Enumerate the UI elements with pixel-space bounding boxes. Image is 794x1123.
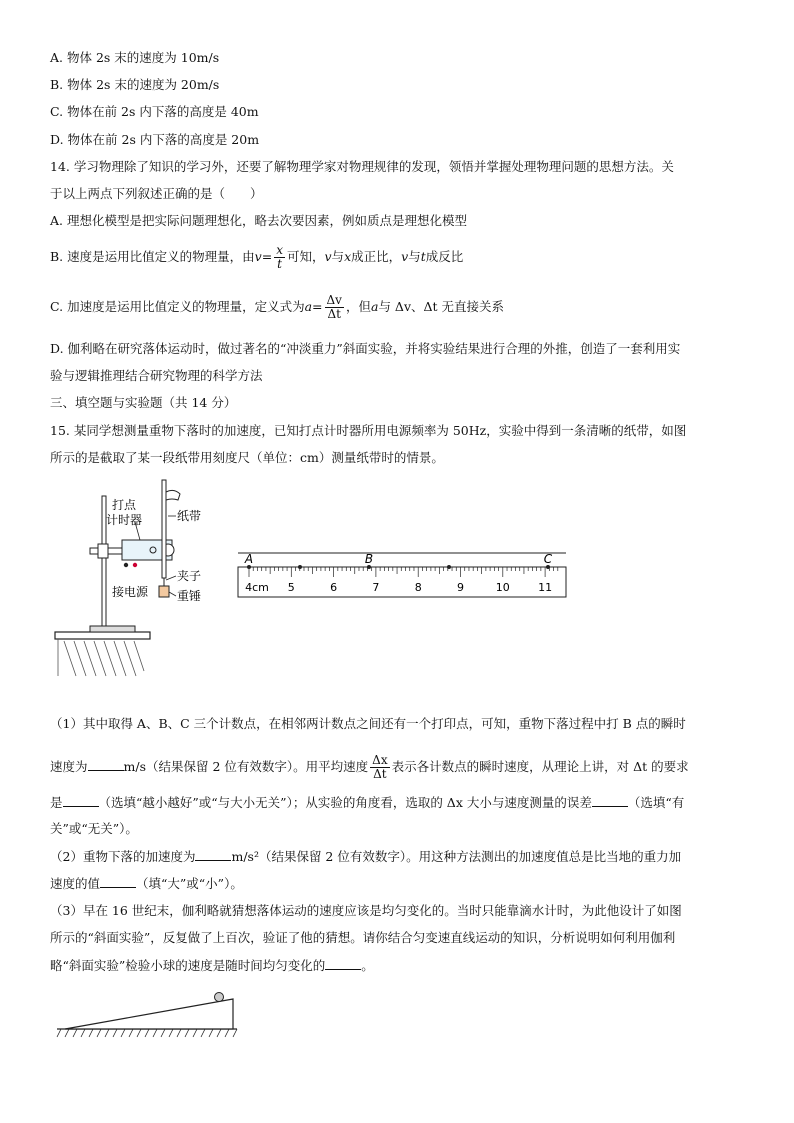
q14-b-var-v2: v	[324, 249, 332, 264]
q14-b-var-v: v	[254, 249, 262, 264]
q15-part1-line4: 关”或“无关”）。	[50, 821, 138, 836]
q14-b-mid1: 可知，	[286, 249, 325, 264]
q14-b-var-t: t	[420, 249, 426, 264]
q15-part3-line3	[50, 957, 374, 974]
tape-dot	[298, 565, 302, 569]
q15-part1-line3	[50, 794, 684, 811]
falling-weight-apparatus-figure	[50, 476, 245, 681]
q14-option-b-pre: B. 速度是运用比值定义的物理量，由	[50, 249, 255, 264]
ruler-tape-figure	[236, 545, 570, 601]
answer-blank-incline[interactable]	[325, 957, 361, 970]
q15-p1-l3-pre: 是	[50, 795, 63, 810]
ruler-tick-label: 5	[287, 581, 295, 594]
stand-base	[90, 626, 135, 632]
label-weight: 重锤	[177, 589, 202, 603]
clamp-boss	[98, 544, 108, 558]
q15-part3-line2: 所示的“斜面实验”，反复做了上百次，验证了他的猜想。请你结合匀变速直线运动的知识，分析说明如何利用伽利	[50, 930, 676, 945]
weight-block	[159, 586, 169, 597]
q13-option-c: C. 物体在前 2s 内下落的高度是 40m	[50, 104, 259, 119]
answer-blank-accel[interactable]	[195, 848, 231, 861]
q14-option-b	[50, 244, 463, 271]
ruler-tick-label: 9	[457, 581, 464, 594]
counting-point-label: A	[244, 552, 254, 566]
answer-blank-compare[interactable]	[100, 875, 136, 888]
ruler-tick-label: 7	[372, 581, 380, 594]
q15-stem-line1: 15. 某同学想测量重物下落时的加速度，已知打点计时器所用电源频率为 50Hz，实验中得到一条清晰的纸带，如图	[50, 423, 687, 438]
weight-pointer	[169, 592, 176, 596]
desk-hatching	[58, 639, 144, 676]
q13-option-d: D. 物体在前 2s 内下落的高度是 20m	[50, 132, 260, 147]
q15-frac-denominator: Δt	[373, 767, 387, 781]
q14-stem-line2: 于以上两点下列叙述正确的是（ ）	[50, 186, 263, 201]
q14-option-c	[50, 294, 504, 321]
q15-part2-line2	[50, 875, 243, 892]
q14-c-var-a: a	[304, 299, 313, 314]
q15-p1-l2-post: 表示各计数点的瞬时速度，从理论上讲，对 Δt 的要求	[391, 759, 689, 774]
q14-c-fraction	[325, 294, 344, 321]
q14-b-var-x: x	[344, 249, 352, 264]
q14-option-c-pre: C. 加速度是运用比值定义的物理量，定义式为	[50, 299, 305, 314]
q13-option-a: A. 物体 2s 末的速度为 10m/s	[50, 50, 220, 65]
q14-b-post: 成反比	[425, 249, 464, 264]
q15-avg-velocity-fraction	[370, 754, 389, 781]
counting-point-label: C	[543, 552, 553, 566]
q14-c-eq: =	[312, 299, 323, 314]
q15-p3-l3-post: 。	[361, 958, 374, 973]
q14-c-post: 与 Δv、Δt 无直接关系	[378, 299, 505, 314]
label-tape: 纸带	[177, 509, 202, 523]
label-timer-2: 计时器	[106, 513, 143, 527]
q14-option-d-line2: 验与逻辑推理结合研究物理的科学方法	[50, 368, 263, 383]
q14-b-mid3: 成正比，	[351, 249, 402, 264]
q15-p2-l1-pre: （2）重物下落的加速度为	[50, 849, 196, 864]
q15-part1-line2	[50, 754, 689, 781]
q14-b-denominator: t	[277, 257, 282, 271]
q14-b-mid4: 与	[408, 249, 421, 264]
q14-b-mid2: 与	[331, 249, 345, 264]
ground-hatching	[57, 1029, 237, 1037]
paper-tape	[162, 480, 166, 578]
q14-c-mid1: ，但	[345, 299, 371, 314]
incline-plane	[65, 999, 233, 1029]
ruler-tick-label: 11	[538, 581, 553, 594]
q14-option-d-line1: D. 伽利略在研究落体运动时，做过著名的“冲淡重力”斜面实验，并将实验结果进行合理的外推，创造了一套利用实	[50, 341, 681, 356]
q14-b-eq: =	[261, 249, 273, 264]
terminal-2	[133, 563, 137, 567]
q15-p1-l2-pre: 速度为	[50, 759, 88, 774]
q14-option-a: A. 理想化模型是把实际问题理想化，略去次要因素，例如质点是理想化模型	[50, 213, 467, 228]
label-power: 接电源	[112, 585, 149, 599]
ruler-tick-label: 6	[330, 581, 338, 594]
section-3-title: 三、填空题与实验题（共 14 分）	[50, 395, 237, 410]
q14-b-numerator: x	[276, 243, 283, 257]
q14-stem-line1: 14. 学习物理除了知识的学习外，还要了解物理学家对物理规律的发现，领悟并掌握处理物理问题的思想方法。关	[50, 159, 674, 174]
q15-p2-l1-post: m/s²（结果保留 2 位有效数字）。用这种方法测出的加速度值总是比当地的重力加	[231, 849, 682, 864]
terminal-1	[124, 563, 128, 567]
q15-p1-l3-post: （选填“有	[627, 795, 685, 810]
label-timer-1: 打点	[112, 498, 137, 512]
desk-top	[55, 632, 150, 639]
q15-frac-numerator: Δx	[372, 753, 388, 767]
q14-c-numerator: Δv	[326, 293, 342, 307]
answer-blank-dt[interactable]	[63, 794, 99, 807]
q15-p3-l3-pre: 略“斜面实验”检验小球的速度是随时间均匀变化的	[50, 958, 326, 973]
ball	[215, 993, 224, 1002]
q15-p2-l2-pre: 速度的值	[50, 876, 101, 891]
q15-part1-line1: （1）其中取得 A、B、C 三个计数点，在相邻两计数点之间还有一个打印点，可知，重物下落过程中打 B 点的瞬时	[50, 716, 686, 731]
q15-part2-line1	[50, 848, 681, 865]
label-clip: 夹子	[177, 569, 202, 583]
ruler-tick-label: 8	[414, 581, 422, 594]
q15-stem-line2: 所示的是截取了某一段纸带用刻度尺（单位：cm）测量纸带时的情景。	[50, 450, 444, 465]
q15-part3-line1: （3）早在 16 世纪末，伽利略就猜想落体运动的速度应该是均匀变化的。当时只能靠滴水计时，为此他设计了如图	[50, 903, 682, 918]
q15-p1-l3-mid: （选填“越小越好”或“与大小无关”）；从实验的角度看，选取的 Δx 大小与速度测量的误差	[98, 795, 592, 810]
clip-pointer	[166, 576, 176, 580]
ruler-tick-label: 10	[495, 581, 510, 594]
counting-point-label: B	[364, 552, 374, 566]
answer-blank-vb[interactable]	[88, 758, 124, 771]
answer-blank-error[interactable]	[592, 794, 628, 807]
q14-c-var-a2: a	[370, 299, 379, 314]
q14-b-var-v3: v	[401, 249, 409, 264]
q15-p2-l2-post: （填“大”或“小”）。	[136, 876, 243, 891]
ruler-tick-label: 4cm	[245, 581, 269, 594]
q14-c-denominator: Δt	[327, 307, 341, 321]
incline-experiment-figure	[55, 985, 240, 1045]
tape-dots	[244, 552, 553, 569]
q15-p1-l2-mid: m/s（结果保留 2 位有效数字）。用平均速度	[123, 759, 369, 774]
hand	[166, 490, 180, 500]
tape-dot	[447, 565, 451, 569]
q13-option-b: B. 物体 2s 末的速度为 20m/s	[50, 77, 220, 92]
q14-b-fraction	[274, 244, 285, 271]
